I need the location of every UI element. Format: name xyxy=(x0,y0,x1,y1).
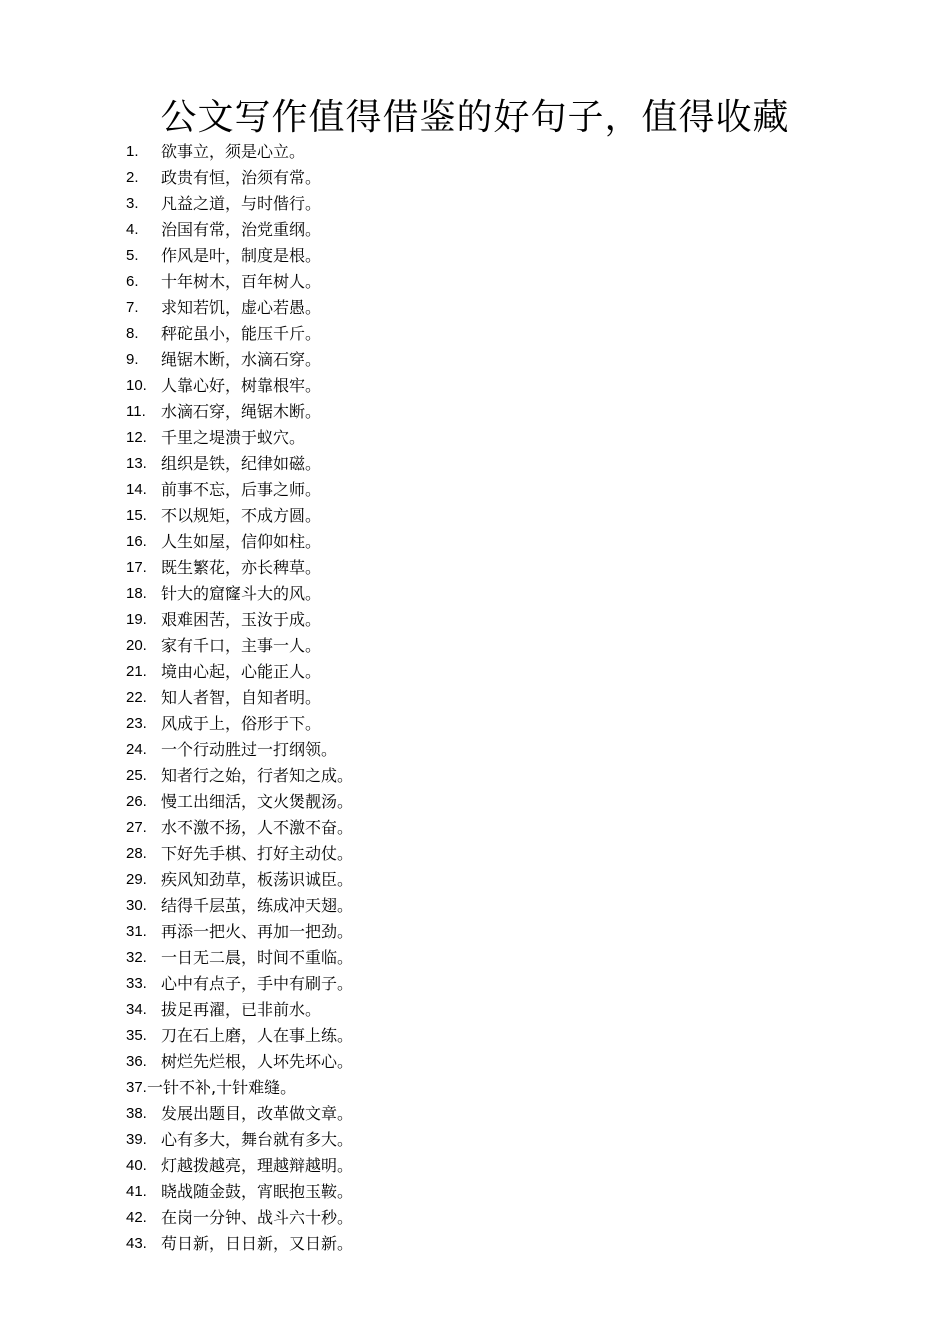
list-item xyxy=(0,529,950,555)
list-item-text: 树烂先烂根，人坏先坏心。 xyxy=(161,1052,354,1071)
list-item xyxy=(0,841,950,867)
list-item-text: 一针不补,十针难缝。 xyxy=(147,1078,297,1097)
list-item-number: 5. xyxy=(126,247,139,264)
list-item-text: 水滴石穿，绳锯木断。 xyxy=(161,402,322,421)
list-item-number: 25. xyxy=(126,767,147,784)
list-item-number: 3. xyxy=(126,195,139,212)
list-item xyxy=(0,1049,950,1075)
list-item-text: 绳锯木断，水滴石穿。 xyxy=(161,350,322,369)
list-item-text: 治国有常，治党重纲。 xyxy=(161,220,322,239)
list-item-text: 境由心起，心能正人。 xyxy=(161,662,322,681)
list-item-number: 2. xyxy=(126,169,139,186)
list-item-number: 4. xyxy=(126,221,139,238)
list-item xyxy=(0,295,950,321)
list-item-text: 作风是叶，制度是根。 xyxy=(161,246,322,265)
list-item-text: 在岗一分钟、战斗六十秒。 xyxy=(161,1208,354,1227)
list-item-number: 17. xyxy=(126,559,147,576)
list-item-text: 凡益之道，与时偕行。 xyxy=(161,194,322,213)
list-item-number: 37. xyxy=(126,1079,147,1096)
list-item-text: 心有多大，舞台就有多大。 xyxy=(161,1130,354,1149)
list-item-text: 心中有点子，手中有刷子。 xyxy=(161,974,354,993)
list-item-number: 31. xyxy=(126,923,147,940)
list-item-number: 34. xyxy=(126,1001,147,1018)
list-item-number: 27. xyxy=(126,819,147,836)
list-item xyxy=(0,373,950,399)
list-item-text: 欲事立，须是心立。 xyxy=(161,142,306,161)
list-item-text: 灯越拨越亮，理越辩越明。 xyxy=(161,1156,354,1175)
list-item xyxy=(0,893,950,919)
list-item-text: 艰难困苦，玉汝于成。 xyxy=(161,610,322,629)
list-item-number: 29. xyxy=(126,871,147,888)
list-item-number: 21. xyxy=(126,663,147,680)
list-item-number: 28. xyxy=(126,845,147,862)
list-item-number: 39. xyxy=(126,1131,147,1148)
list-item-text: 一日无二晨，时间不重临。 xyxy=(161,948,354,967)
list-item xyxy=(0,763,950,789)
list-item-number: 11. xyxy=(126,403,146,420)
list-item-text: 风成于上，俗形于下。 xyxy=(161,714,322,733)
document-title: 公文写作值得借鉴的好句子，值得收藏 xyxy=(160,97,790,139)
list-item-number: 26. xyxy=(126,793,147,810)
list-item-number: 10. xyxy=(126,377,147,394)
list-item-number: 13. xyxy=(126,455,147,472)
list-item xyxy=(0,581,950,607)
list-item-text: 既生繁花，亦长稗草。 xyxy=(161,558,322,577)
list-item-number: 22. xyxy=(126,689,147,706)
list-item-text: 人生如屋，信仰如柱。 xyxy=(161,532,322,551)
sentence-list xyxy=(0,139,950,1257)
list-item-number: 43. xyxy=(126,1235,147,1252)
list-item-number: 9. xyxy=(126,351,139,368)
list-item xyxy=(0,1023,950,1049)
list-item xyxy=(0,737,950,763)
list-item-number: 32. xyxy=(126,949,147,966)
list-item-text: 秤砣虽小，能压千斤。 xyxy=(161,324,322,343)
list-item xyxy=(0,945,950,971)
list-item xyxy=(0,1075,950,1101)
list-item-number: 36. xyxy=(126,1053,147,1070)
list-item-number: 42. xyxy=(126,1209,147,1226)
list-item-number: 7. xyxy=(126,299,139,316)
list-item-text: 人靠心好，树靠根牢。 xyxy=(161,376,322,395)
list-item xyxy=(0,347,950,373)
list-item-number: 41. xyxy=(126,1183,147,1200)
list-item-text: 刀在石上磨，人在事上练。 xyxy=(161,1026,354,1045)
list-item-text: 知人者智，自知者明。 xyxy=(161,688,322,707)
list-item xyxy=(0,269,950,295)
list-item-number: 18. xyxy=(126,585,147,602)
list-item-number: 19. xyxy=(126,611,147,628)
list-item-number: 33. xyxy=(126,975,147,992)
list-item-text: 疾风知劲草，板荡识诚臣。 xyxy=(161,870,354,889)
list-item xyxy=(0,607,950,633)
list-item-text: 组织是铁，纪律如磁。 xyxy=(161,454,322,473)
list-item xyxy=(0,555,950,581)
list-item-text: 慢工出细活，文火煲靓汤。 xyxy=(161,792,354,811)
list-item xyxy=(0,1153,950,1179)
list-item-number: 35. xyxy=(126,1027,147,1044)
list-item xyxy=(0,1205,950,1231)
list-item xyxy=(0,867,950,893)
list-item-text: 针大的窟窿斗大的风。 xyxy=(161,584,322,603)
list-item-number: 14. xyxy=(126,481,147,498)
list-item-text: 前事不忘，后事之师。 xyxy=(161,480,322,499)
list-item xyxy=(0,685,950,711)
list-item-number: 12. xyxy=(126,429,147,446)
list-item-number: 8. xyxy=(126,325,139,342)
list-item-text: 十年树木，百年树人。 xyxy=(161,272,322,291)
list-item-text: 苟日新，日日新，又日新。 xyxy=(161,1234,354,1253)
list-item-number: 15. xyxy=(126,507,147,524)
list-item xyxy=(0,451,950,477)
list-item xyxy=(0,997,950,1023)
list-item xyxy=(0,321,950,347)
list-item-number: 1. xyxy=(126,143,139,160)
list-item-number: 40. xyxy=(126,1157,147,1174)
list-item xyxy=(0,243,950,269)
list-item-number: 20. xyxy=(126,637,147,654)
list-item xyxy=(0,503,950,529)
list-item xyxy=(0,1231,950,1257)
list-item-text: 拔足再濯，已非前水。 xyxy=(161,1000,322,1019)
list-item xyxy=(0,815,950,841)
list-item xyxy=(0,971,950,997)
list-item xyxy=(0,659,950,685)
list-item xyxy=(0,399,950,425)
list-item-text: 家有千口，主事一人。 xyxy=(161,636,322,655)
list-item-text: 求知若饥，虚心若愚。 xyxy=(161,298,322,317)
list-item-text: 不以规矩，不成方圆。 xyxy=(161,506,322,525)
list-item-text: 一个行动胜过一打纲领。 xyxy=(161,740,338,759)
list-item xyxy=(0,165,950,191)
list-item xyxy=(0,1101,950,1127)
list-item xyxy=(0,919,950,945)
list-item xyxy=(0,633,950,659)
list-item xyxy=(0,711,950,737)
list-item-text: 晓战随金鼓，宵眠抱玉鞍。 xyxy=(161,1182,354,1201)
list-item xyxy=(0,1179,950,1205)
list-item-text: 再添一把火、再加一把劲。 xyxy=(161,922,354,941)
list-item-text: 发展出题目，改革做文章。 xyxy=(161,1104,354,1123)
list-item xyxy=(0,425,950,451)
list-item xyxy=(0,1127,950,1153)
list-item xyxy=(0,217,950,243)
list-item-number: 23. xyxy=(126,715,147,732)
list-item-number: 24. xyxy=(126,741,147,758)
list-item-text: 结得千层茧，练成冲天翅。 xyxy=(161,896,354,915)
list-item-text: 千里之堤溃于蚁穴。 xyxy=(161,428,306,447)
list-item xyxy=(0,191,950,217)
list-item xyxy=(0,789,950,815)
list-item-number: 16. xyxy=(126,533,147,550)
list-item-text: 水不激不扬，人不激不奋。 xyxy=(161,818,354,837)
list-item xyxy=(0,139,950,165)
list-item-number: 30. xyxy=(126,897,147,914)
list-item-text: 政贵有恒，治须有常。 xyxy=(161,168,322,187)
list-item-text: 下好先手棋、打好主动仗。 xyxy=(161,844,354,863)
list-item xyxy=(0,477,950,503)
list-item-number: 38. xyxy=(126,1105,147,1122)
list-item-number: 6. xyxy=(126,273,139,290)
list-item-text: 知者行之始，行者知之成。 xyxy=(161,766,354,785)
